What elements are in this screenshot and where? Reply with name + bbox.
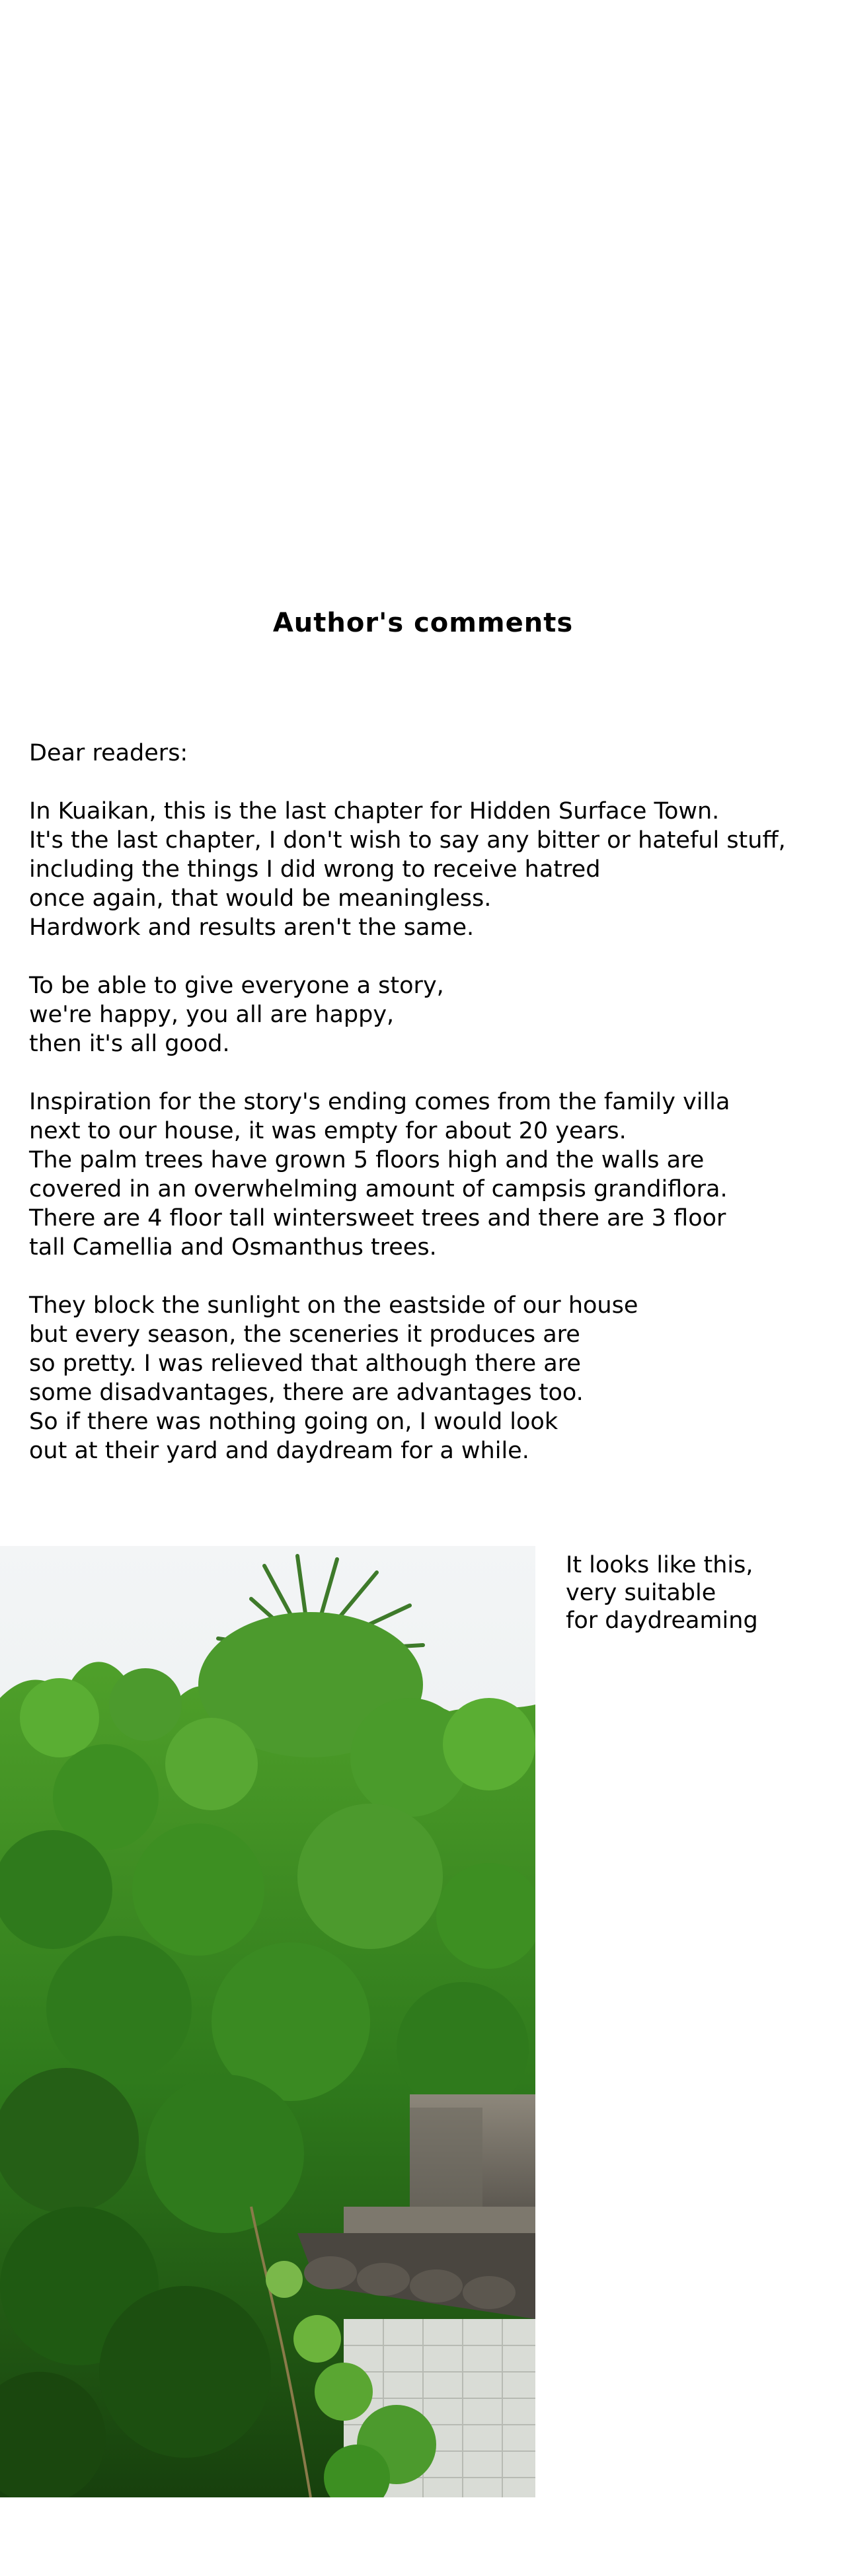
letter-line: next to our house, it was empty for about 20 years. <box>29 1118 627 1144</box>
letter-line: once again, that would be meaningless. <box>29 885 492 912</box>
page-title: Author's comments <box>272 608 574 638</box>
caption-line: very suitable <box>566 1580 716 1606</box>
paragraph-gap <box>29 942 835 971</box>
letter-line: So if there was nothing going on, I would look <box>29 1409 558 1435</box>
letter-line: They block the sunlight on the eastside of our house <box>29 1292 638 1319</box>
caption-line: It looks like this, <box>566 1552 753 1578</box>
letter-line: There are 4 floor tall wintersweet trees and there are 3 floor <box>29 1205 726 1232</box>
paragraph-gap <box>29 1262 835 1291</box>
paragraph-gap <box>29 1058 835 1087</box>
letter-line: including the things I did wrong to receive hatred <box>29 856 601 883</box>
yard-photo <box>0 1546 535 2497</box>
letter-line: covered in an overwhelming amount of campsis grandiflora. <box>29 1176 728 1202</box>
letter-line: The palm trees have grown 5 floors high and the walls are <box>29 1147 705 1173</box>
letter-line: but every season, the sceneries it produces are <box>29 1321 580 1348</box>
paragraph-gap <box>29 768 835 797</box>
letter-line: we're happy, you all are happy, <box>29 1002 395 1028</box>
letter-greeting: Dear readers: <box>29 740 188 766</box>
letter-line: tall Camellia and Osmanthus trees. <box>29 1234 437 1261</box>
letter-line: In Kuaikan, this is the last chapter for Hidden Surface Town. <box>29 798 720 825</box>
letter-line: some disadvantages, there are advantages too. <box>29 1380 584 1406</box>
yard-photo-illustration <box>0 1546 535 2497</box>
letter-line: out at their yard and daydream for a while. <box>29 1438 529 1464</box>
letter-line: then it's all good. <box>29 1031 230 1057</box>
caption-line: for daydreaming <box>566 1607 758 1634</box>
photo-caption <box>566 1551 758 1635</box>
letter-line: Inspiration for the story's ending comes from the family villa <box>29 1089 730 1115</box>
letter-line: It's the last chapter, I don't wish to say any bitter or hateful stuff, <box>29 827 786 854</box>
letter-line: Hardwork and results aren't the same. <box>29 914 475 941</box>
letter-line: so pretty. I was relieved that although there are <box>29 1350 581 1377</box>
author-letter <box>29 739 835 1465</box>
letter-line: To be able to give everyone a story, <box>29 973 444 999</box>
